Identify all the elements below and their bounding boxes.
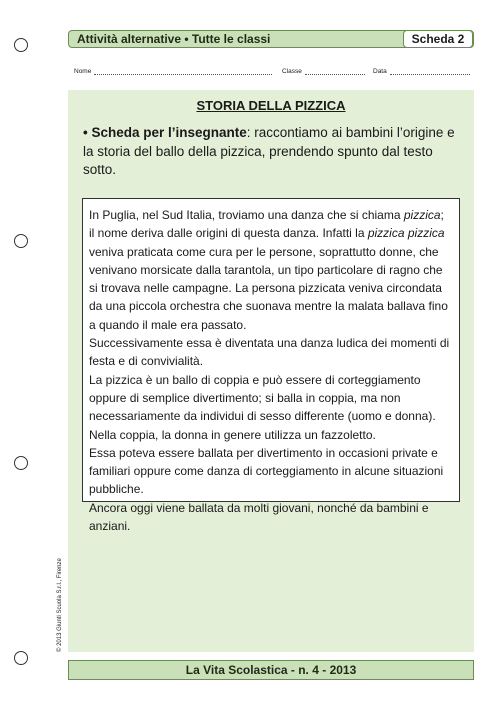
- header-bar: [68, 30, 474, 48]
- paragraph-3: La pizzica è un ballo di coppia e può essere di corteggiamento oppure di semplice divertimento; si balla in coppia, ma non necessariamente da individui di sesso differente (uomo e donna).: [89, 372, 436, 424]
- paragraph-1: [89, 206, 451, 334]
- paragraph-2: Successivamente essa è diventata una danza ludica dei momenti di festa e di convivialità.: [89, 336, 450, 369]
- p1-text-a: In Puglia, nel Sud Italia, troviamo una danza che si chiama: [89, 208, 404, 222]
- paragraph-5: Essa poteva essere ballata per divertimento in occasioni private e familiari oppure come danza di corteggiamento in alcune situazioni pubbliche.: [89, 445, 444, 497]
- class-label: Classe: [282, 68, 302, 75]
- content-panel: [68, 90, 474, 652]
- teacher-note: [83, 124, 461, 180]
- binder-hole-2: [14, 234, 28, 248]
- name-field[interactable]: [74, 68, 272, 75]
- p1-italic-pizzica: pizzica: [403, 208, 441, 222]
- name-line[interactable]: [94, 68, 272, 75]
- student-fields: [74, 68, 474, 80]
- teacher-note-text: : raccontiamo ai bambini l’origine e la storia del ballo della pizzica, prendendo spunto dal testo sotto.: [83, 125, 455, 177]
- page-title: STORIA DELLA PIZZICA: [196, 98, 346, 113]
- header-title: Attività alternative • Tutte le classi: [77, 32, 271, 46]
- teacher-note-label: • Scheda per l’insegnante: [83, 125, 247, 140]
- binder-hole-4: [14, 651, 28, 665]
- sheet-badge: Scheda 2: [403, 30, 473, 48]
- binder-hole-3: [14, 456, 28, 470]
- paragraph-4: Nella coppia, la donna in genere utilizza un fazzoletto.: [89, 427, 376, 442]
- p1-italic-pizzica-pizzica: pizzica pizzica: [367, 226, 445, 241]
- copyright-notice: © 2013 Giunti Scuola S.r.l., Firenze: [57, 558, 63, 652]
- footer-bar: La Vita Scolastica - n. 4 - 2013: [68, 660, 474, 680]
- date-field[interactable]: [373, 68, 470, 75]
- p1-text-c: ; il nome deriva dalle origini di questa danza. Infatti la: [89, 208, 444, 241]
- date-label: Data: [373, 68, 387, 75]
- class-line[interactable]: [305, 68, 365, 75]
- story-text-box: [82, 198, 460, 534]
- name-label: Nome: [74, 68, 92, 75]
- paragraph-6: Ancora oggi viene ballata da molti giovani, nonché da bambini e anziani.: [89, 500, 429, 534]
- binder-hole-1: [14, 38, 28, 52]
- date-line[interactable]: [390, 68, 470, 75]
- p1-text-e: veniva praticata come cura per le persone, soprattutto donne, che venivano morsicate dalla tarantola, un tipo particolare di ragno che si trovava nelle campagne. La persona pizzicata veniva circondata da una piccola orchestra che suonava mentre la malata ballava fino a quando il male era passato.: [89, 244, 448, 332]
- class-field[interactable]: [282, 68, 365, 75]
